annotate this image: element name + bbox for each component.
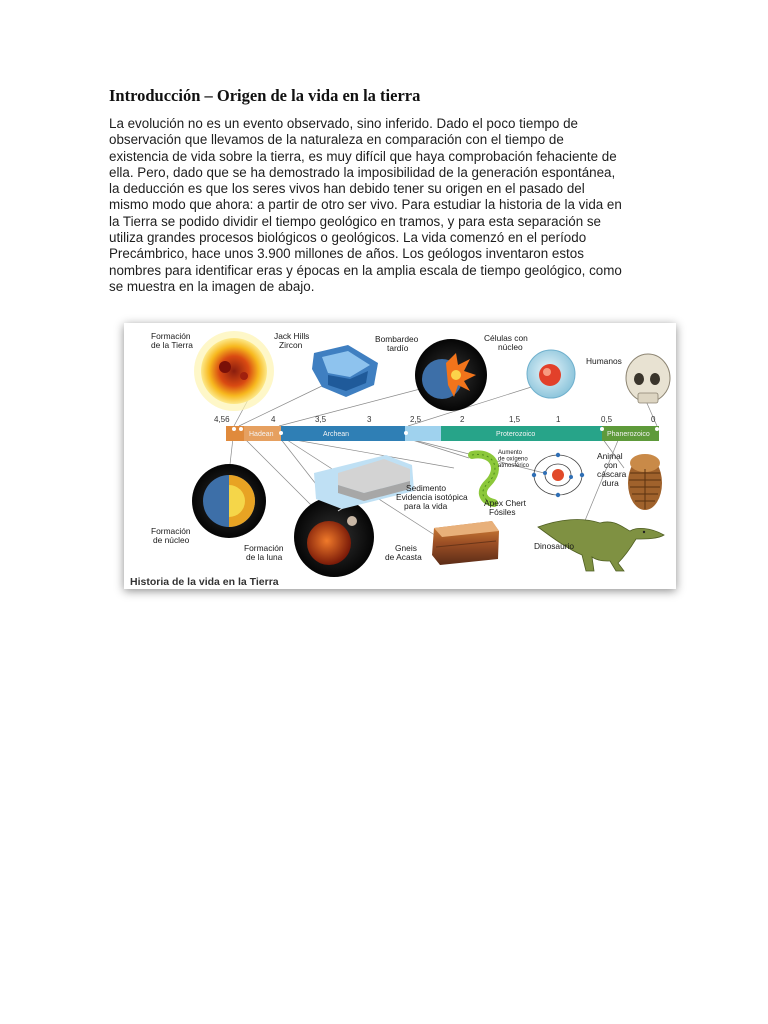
paragraph-line: observación que llevamos de la naturaleza en comparación con el tiempo de [109,132,564,148]
paragraph-line: la deducción es que los seres vivos han debido tener su origen en el pasado del [109,181,585,197]
paragraph-line: La evolución no es un evento observado, sino inferido. Dado el poco tiempo de [109,116,578,131]
paragraph-line: nombres para identificar eras y épocas en la amplia escala de tiempo geológico, como [109,262,622,278]
earth-formation-icon [194,331,274,411]
paragraph-line: ella. Pero, dado que se ha demostrado la imposibilidad de la generación espontánea, [109,164,616,180]
trilobite-icon [628,454,662,510]
label-formacion-tierra: Formación de la Tierra [151,331,193,350]
label-humanos: Humanos [586,356,622,366]
timeline-ticks [214,415,656,424]
paragraph-line: existencia de vida sobre la tierra, es muy difícil que haya comprobación fehaciente de [109,148,617,164]
human-skull-icon [626,354,670,403]
paragraph-line: mismo modo que ahora: a partir de otro ser vivo. Para estudiar la historia de la vida en [109,197,622,213]
label-formacion-luna: Formación de la luna [244,543,284,562]
label-animal: Animal con cáscara dura [597,451,627,488]
timeline-bar [226,426,659,441]
label-jack-hills: Jack Hills Zircon [274,331,310,350]
late-bombardment-icon [415,339,487,411]
tick-label: 0,5 [601,415,613,424]
era-label-phanerozoico: Phanerozoico [607,431,650,438]
label-apex: Apex Chert Fósiles [484,498,526,517]
tick-label: 1,5 [509,415,521,424]
label-sedimento: Sedimento Evidencia isotópica para la vida [396,483,468,511]
era-label-proterozoico: Proterozoico [496,431,536,438]
timeline-illustration [124,323,676,589]
label-gneis: Gneis de Acasta [385,543,422,562]
figure-caption: Historia de la vida en la Tierra [130,576,279,588]
era-label-archean: Archean [323,431,350,438]
moon-formation-icon [294,497,374,577]
paragraph-line: Precámbrico, hace unos 3.900 millones de años. Los geólogos inventaron estos [109,246,584,262]
era-segment [405,426,441,441]
tick-label: 2 [460,415,465,424]
intro-paragraph [109,116,669,295]
nucleated-cell-icon [527,350,575,398]
tick-label: 3,5 [315,415,327,424]
paragraph-line: utiliza grandes procesos biológicos o geológicos. La vida comenzó en el período [109,230,587,246]
tick-label: 0 [651,415,656,424]
oxygen-atom-icon [532,453,584,497]
tick-label: 2,5 [410,415,422,424]
label-bombardeo: Bombardeo tardío [375,334,419,353]
acasta-gneiss-icon [432,521,499,565]
label-oxigeno: Aumento de oxígeno atmosférico [498,450,530,469]
zircon-crystal-icon [312,345,378,397]
core-formation-icon [192,464,266,538]
tick-label: 3 [367,415,372,424]
paragraph-line: la Tierra se podido dividir el tiempo geológico en tramos, y para esta separación se [109,213,602,229]
label-celulas: Células con núcleo [484,333,528,352]
timeline-figure [124,323,676,589]
tick-label: 1 [556,415,561,424]
tick-label: 4,56 [214,415,230,424]
tick-label: 4 [271,415,276,424]
label-dinosaurio: Dinosaurio [534,541,575,551]
document-heading: Introducción – Origen de la vida en la tierra [109,86,421,105]
era-label-hadean: Hadean [249,431,274,438]
label-formacion-nucleo: Formación de núcleo [151,526,191,545]
paragraph-line: se muestra en la imagen de abajo. [109,278,315,294]
apex-chert-fossil-icon [472,454,495,503]
